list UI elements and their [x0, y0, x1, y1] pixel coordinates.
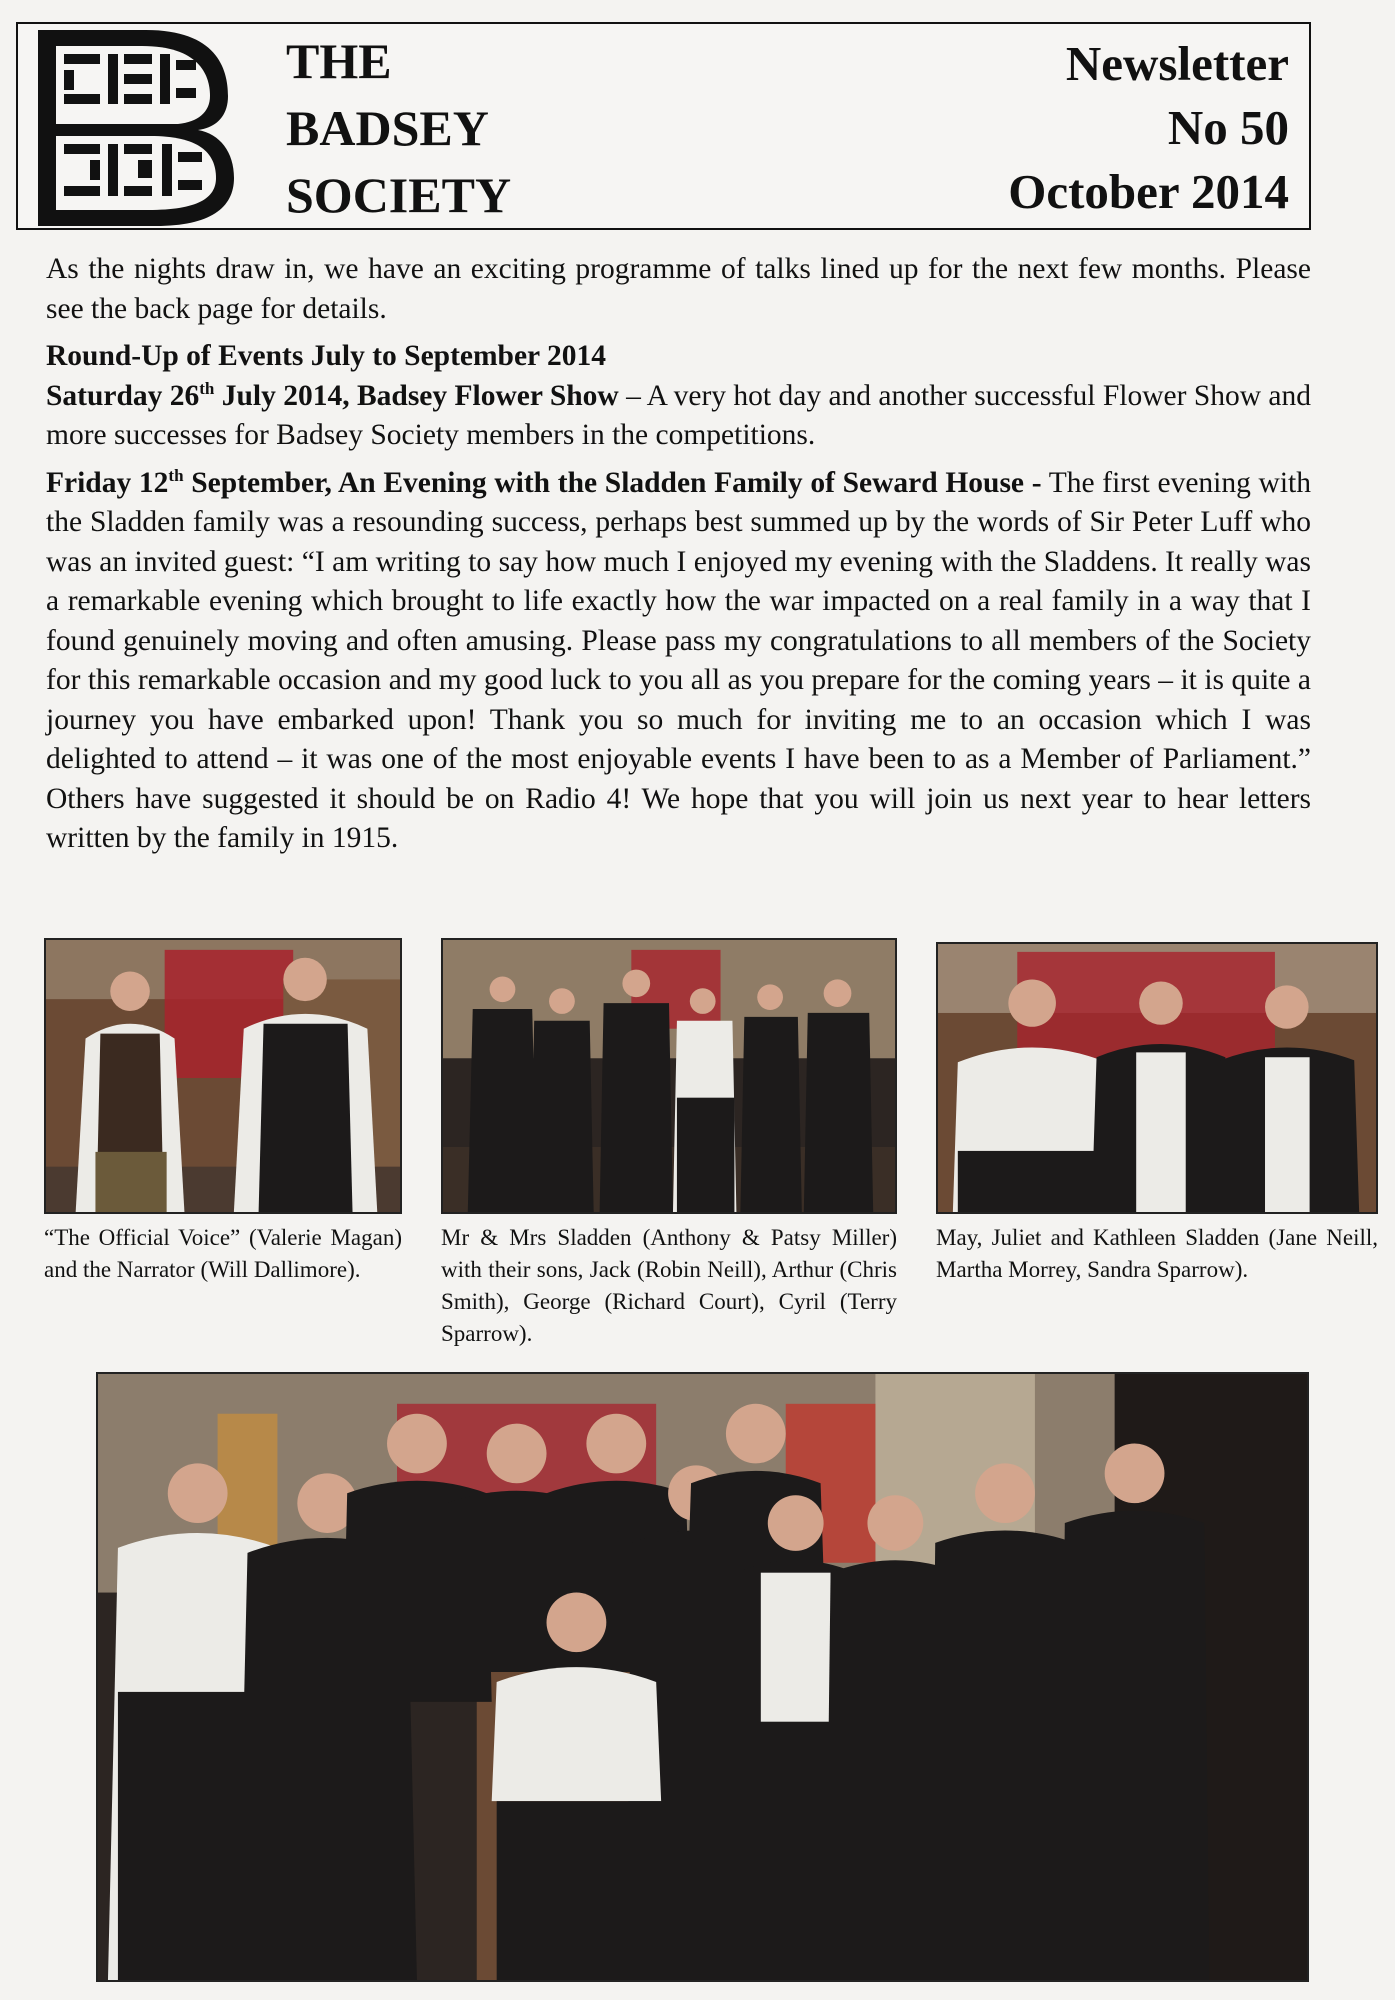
roundup-heading: Round-Up of Events July to September 2014: [46, 340, 606, 372]
society-name-line: BADSEY: [286, 100, 489, 156]
society-name-line: THE: [286, 33, 392, 89]
flower-show-heading: Saturday 26th July 2014, Badsey Flower Show: [46, 378, 619, 412]
photo-may-juliet-kathleen-sladden: [936, 942, 1378, 1214]
sladden-evening-text: The first evening with the Sladden family was a resounding success, perhaps best summed up by the words of Sir Peter Luff who was an invited guest: “I am writing to say how much I enjoyed my evening with the Sladdens. It really was a remarkable evening which brought to life exactly how the war impacted on a real family in a way that I found genuinely moving and often amusing. Please pass my congratulations to all members of the Society for this remarkable occasion and my good luck to you all as you prepare for the coming years – it is quite a journey you have embarked upon! Thank you so much for inviting me to an occasion which I was delighted to attend – it was one of the most enjoyable events I have been to as a Member of Parliament.” Others have suggested it should be on Radio 4! We hope that you will join us next year to hear letters written by the family in 1915.: [46, 466, 1312, 854]
photo-image: [98, 1374, 1307, 1980]
intro-paragraph: As the nights draw in, we have an exciting programme of talks lined up for the next few months. Please see the back page for details.: [46, 253, 1311, 325]
caption-photo-3: May, Juliet and Kathleen Sladden (Jane Neill, Martha Morrey, Sandra Sparrow).: [936, 1225, 1378, 1282]
photo-image: [46, 940, 400, 1212]
caption-photo-2: Mr & Mrs Sladden (Anthony & Patsy Miller) with their sons, Jack (Robin Neill), Arthur (Chris Smith), George (Richard Court), Cyril (Terry Sparrow).: [441, 1225, 897, 1346]
issue-number: No 50: [1167, 100, 1289, 155]
badsey-society-logo: [38, 30, 238, 226]
newsletter-label: Newsletter: [1065, 36, 1289, 91]
society-name-line: SOCIETY: [286, 167, 512, 223]
photo-image: [938, 944, 1376, 1212]
caption-photo-1: “The Official Voice” (Valerie Magan) and the Narrator (Will Dallimore).: [44, 1225, 402, 1282]
masthead: [16, 22, 1311, 230]
photo-mr-mrs-sladden-and-sons: [441, 938, 897, 1214]
sladden-evening-heading: Friday 12th September, An Evening with the Sladden Family of Seward House -: [46, 465, 1042, 499]
photo-image: [443, 940, 895, 1212]
photo-full-cast-group: [96, 1372, 1309, 1982]
issue-date: October 2014: [1008, 164, 1289, 219]
issue-info: [1008, 32, 1289, 224]
society-name: [286, 28, 511, 229]
article-column: [46, 250, 1311, 859]
sladden-evening-paragraph: [46, 464, 1311, 859]
flower-show-text: – A very hot day and another successful Flower Show and more successes for Badsey Society members in the competitions.: [46, 379, 1312, 451]
photo-official-voice-and-narrator: [44, 938, 402, 1214]
flower-show-paragraph: [46, 377, 1311, 456]
